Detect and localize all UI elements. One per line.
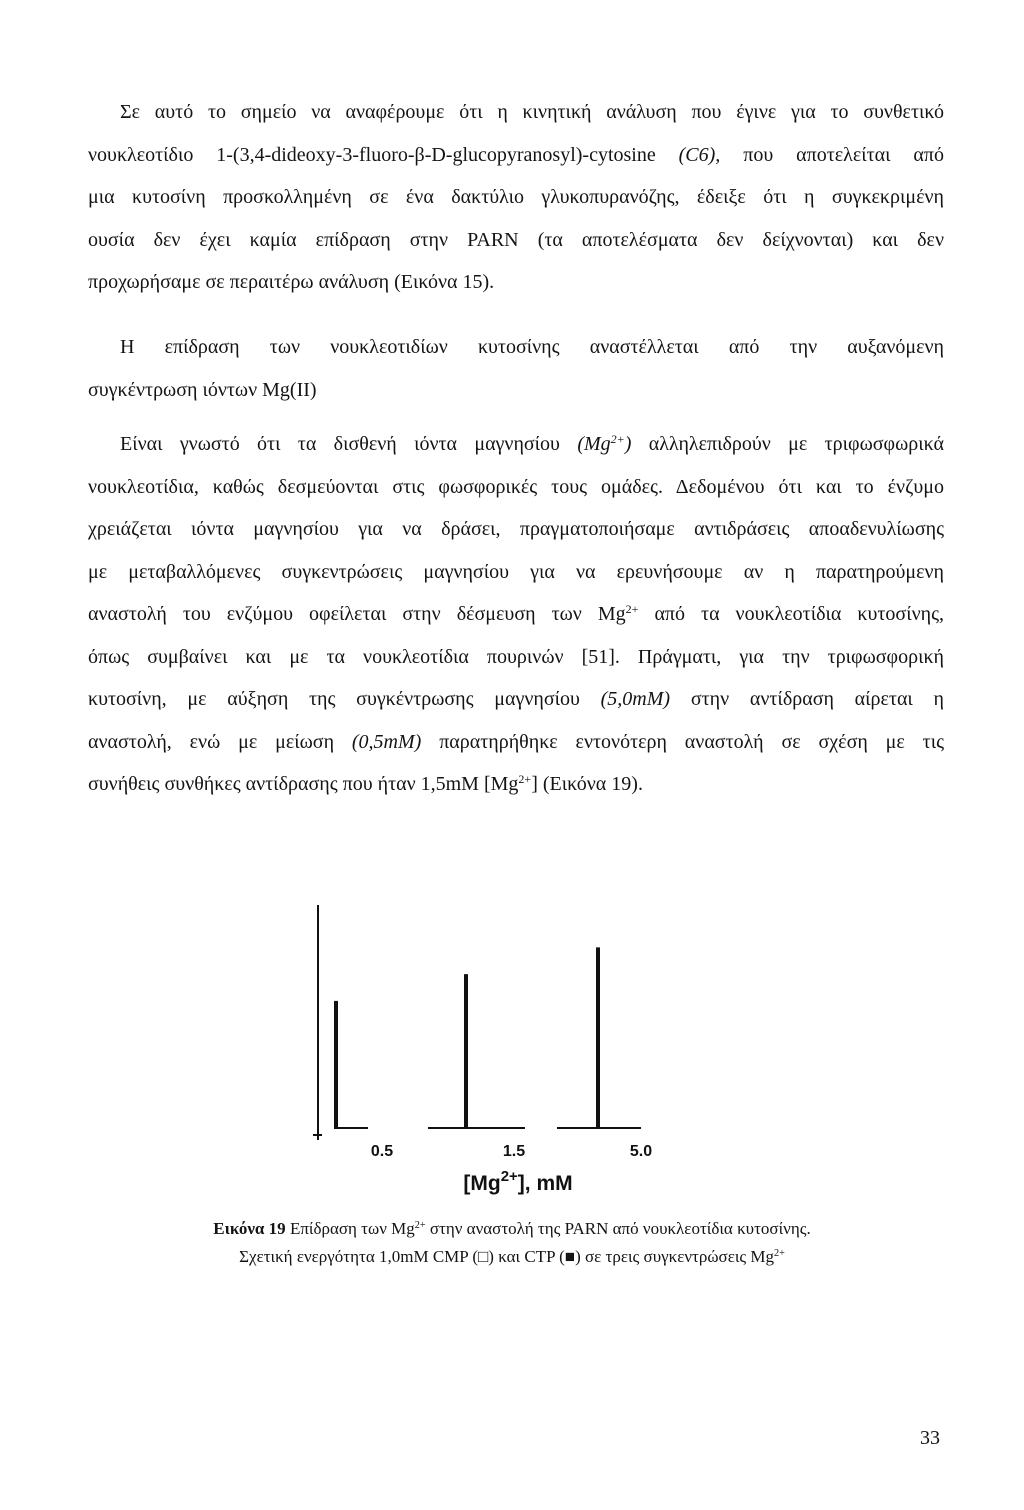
text-line	[88, 763, 944, 806]
text-segment: κυτοσίνη, με αύξηση της συγκέντρωσης μαγνησίου	[88, 688, 601, 710]
text-line	[88, 508, 944, 551]
bar	[596, 947, 600, 1128]
text-segment: Είναι γνωστό ότι τα δισθενή ιόντα μαγνησίου	[120, 433, 578, 455]
text-line	[88, 721, 944, 764]
italic-text: )	[624, 433, 632, 455]
x-axis-label-superscript: 2+	[500, 1168, 518, 1185]
italic-text: (C6),	[678, 143, 721, 166]
text-line	[88, 423, 944, 466]
text-segment: νουκλεοτίδια, καθώς δεσμεύονται στις φωσφορικές τους ομάδες. Δεδομένου ότι και το ένζυμο	[88, 475, 944, 498]
superscript-text: 2+	[414, 1219, 426, 1231]
text-segment: χρειάζεται ιόντα μαγνησίου για να δράσει, πραγματοποιήσαμε αντιδράσεις αποαδενυλίωσης	[88, 518, 944, 540]
x-axis-label-text: ], mM	[517, 1172, 573, 1195]
text-line	[88, 134, 944, 177]
italic-text: (5,0mM)	[600, 688, 671, 710]
superscript-text: 2+	[774, 1247, 785, 1259]
figure-19-chart	[300, 890, 680, 1210]
text-line	[88, 369, 944, 412]
text-segment: στην αντίδραση αίρεται η	[670, 688, 945, 710]
text-segment: από τα νουκλεοτίδια κυτοσίνης,	[638, 603, 944, 625]
text-line	[88, 176, 944, 219]
page-number: 33	[920, 1427, 940, 1449]
text-line	[88, 593, 944, 636]
caption-line	[0, 1215, 1024, 1243]
text-line	[88, 261, 944, 304]
text-line	[88, 326, 944, 369]
x-tick-label: 5.0	[629, 1143, 653, 1160]
text-segment: αναστολή, ενώ με μείωση	[88, 730, 352, 753]
x-tick-label: 0.5	[370, 1143, 394, 1160]
text-segment: με μεταβαλλόμενες συγκεντρώσεις μαγνησίου για να ερευνήσουμε αν η παρατηρούμενη	[88, 560, 944, 583]
superscript-text: 2+	[610, 431, 625, 446]
caption-line	[0, 1243, 1024, 1271]
superscript-text: 2+	[518, 771, 532, 786]
text-segment: παρατηρήθηκε εντονότερη αναστολή σε σχέση με τις	[421, 730, 944, 753]
text-segment: ] (Εικόνα 19).	[531, 773, 643, 795]
figure-caption	[0, 1215, 1024, 1271]
text-segment: συγκέντρωση ιόντων Mg(II)	[88, 378, 317, 401]
italic-text: (0,5mM)	[351, 730, 422, 753]
text-line	[88, 636, 944, 679]
italic-text: (Mg	[577, 433, 611, 455]
text-segment: Σχετική ενεργότητα 1,0mM CMP (□) και CTP (■) σε τρεις συγκεντρώσεις Mg	[239, 1247, 775, 1266]
text-segment: ουσία δεν έχει καμία επίδραση στην PARN (τα αποτελέσματα δεν δείχνονται) και δεν	[88, 228, 944, 251]
paragraph-c6-analysis	[88, 91, 944, 304]
paragraph-magnesium-effect	[88, 423, 944, 806]
text-segment: συνήθεις συνθήκες αντίδρασης που ήταν 1,5mM [Mg	[88, 773, 519, 795]
bold-text: Εικόνα 19	[213, 1219, 286, 1238]
bar	[464, 974, 468, 1128]
text-segment: Σε αυτό το σημείο να αναφέρουμε ότι η κινητική ανάλυση που έγινε για το συνθετικό	[120, 101, 944, 123]
bar	[334, 1001, 338, 1128]
text-segment: όπως συμβαίνει και με τα νουκλεοτίδια πουρινών [51]. Πράγματι, για την τριφωσφορική	[88, 645, 944, 668]
text-line	[88, 678, 944, 721]
superscript-text: 2+	[625, 601, 639, 616]
text-segment: αλληλεπιδρούν με τριφωσφωρικά	[631, 433, 944, 455]
x-tick-label: 1.5	[502, 1143, 526, 1160]
text-line	[88, 551, 944, 594]
text-segment: Επίδραση των Mg	[285, 1219, 415, 1238]
text-segment: μια κυτοσίνη προσκολλημένη σε ένα δακτύλιο γλυκοπυρανόζης, έδειξε ότι η συγκεκριμένη	[88, 186, 944, 208]
text-line	[88, 466, 944, 509]
text-segment: αναστολή του ενζύμου οφείλεται στην δέσμευση των Mg	[88, 603, 626, 625]
text-segment: νουκλεοτίδιο 1-(3,4-dideoxy-3-fluoro-β-D-glucopyranosyl)-cytosine	[88, 143, 679, 166]
text-segment: Η επίδραση των νουκλεοτιδίων κυτοσίνης αναστέλλεται από την αυξανόμενη	[120, 336, 944, 358]
bar-chart	[300, 890, 680, 1210]
text-line	[88, 219, 944, 262]
x-axis-label	[463, 1168, 572, 1195]
text-segment: που αποτελείται από	[720, 143, 944, 166]
text-line	[88, 91, 944, 134]
text-segment: προχωρήσαμε σε περαιτέρω ανάλυση (Εικόνα 15).	[88, 271, 495, 293]
text-segment: στην αναστολή της PARN από νουκλεοτίδια κυτοσίνης.	[425, 1219, 811, 1238]
x-axis-label-text: [Mg	[463, 1172, 501, 1195]
section-heading	[88, 326, 944, 411]
